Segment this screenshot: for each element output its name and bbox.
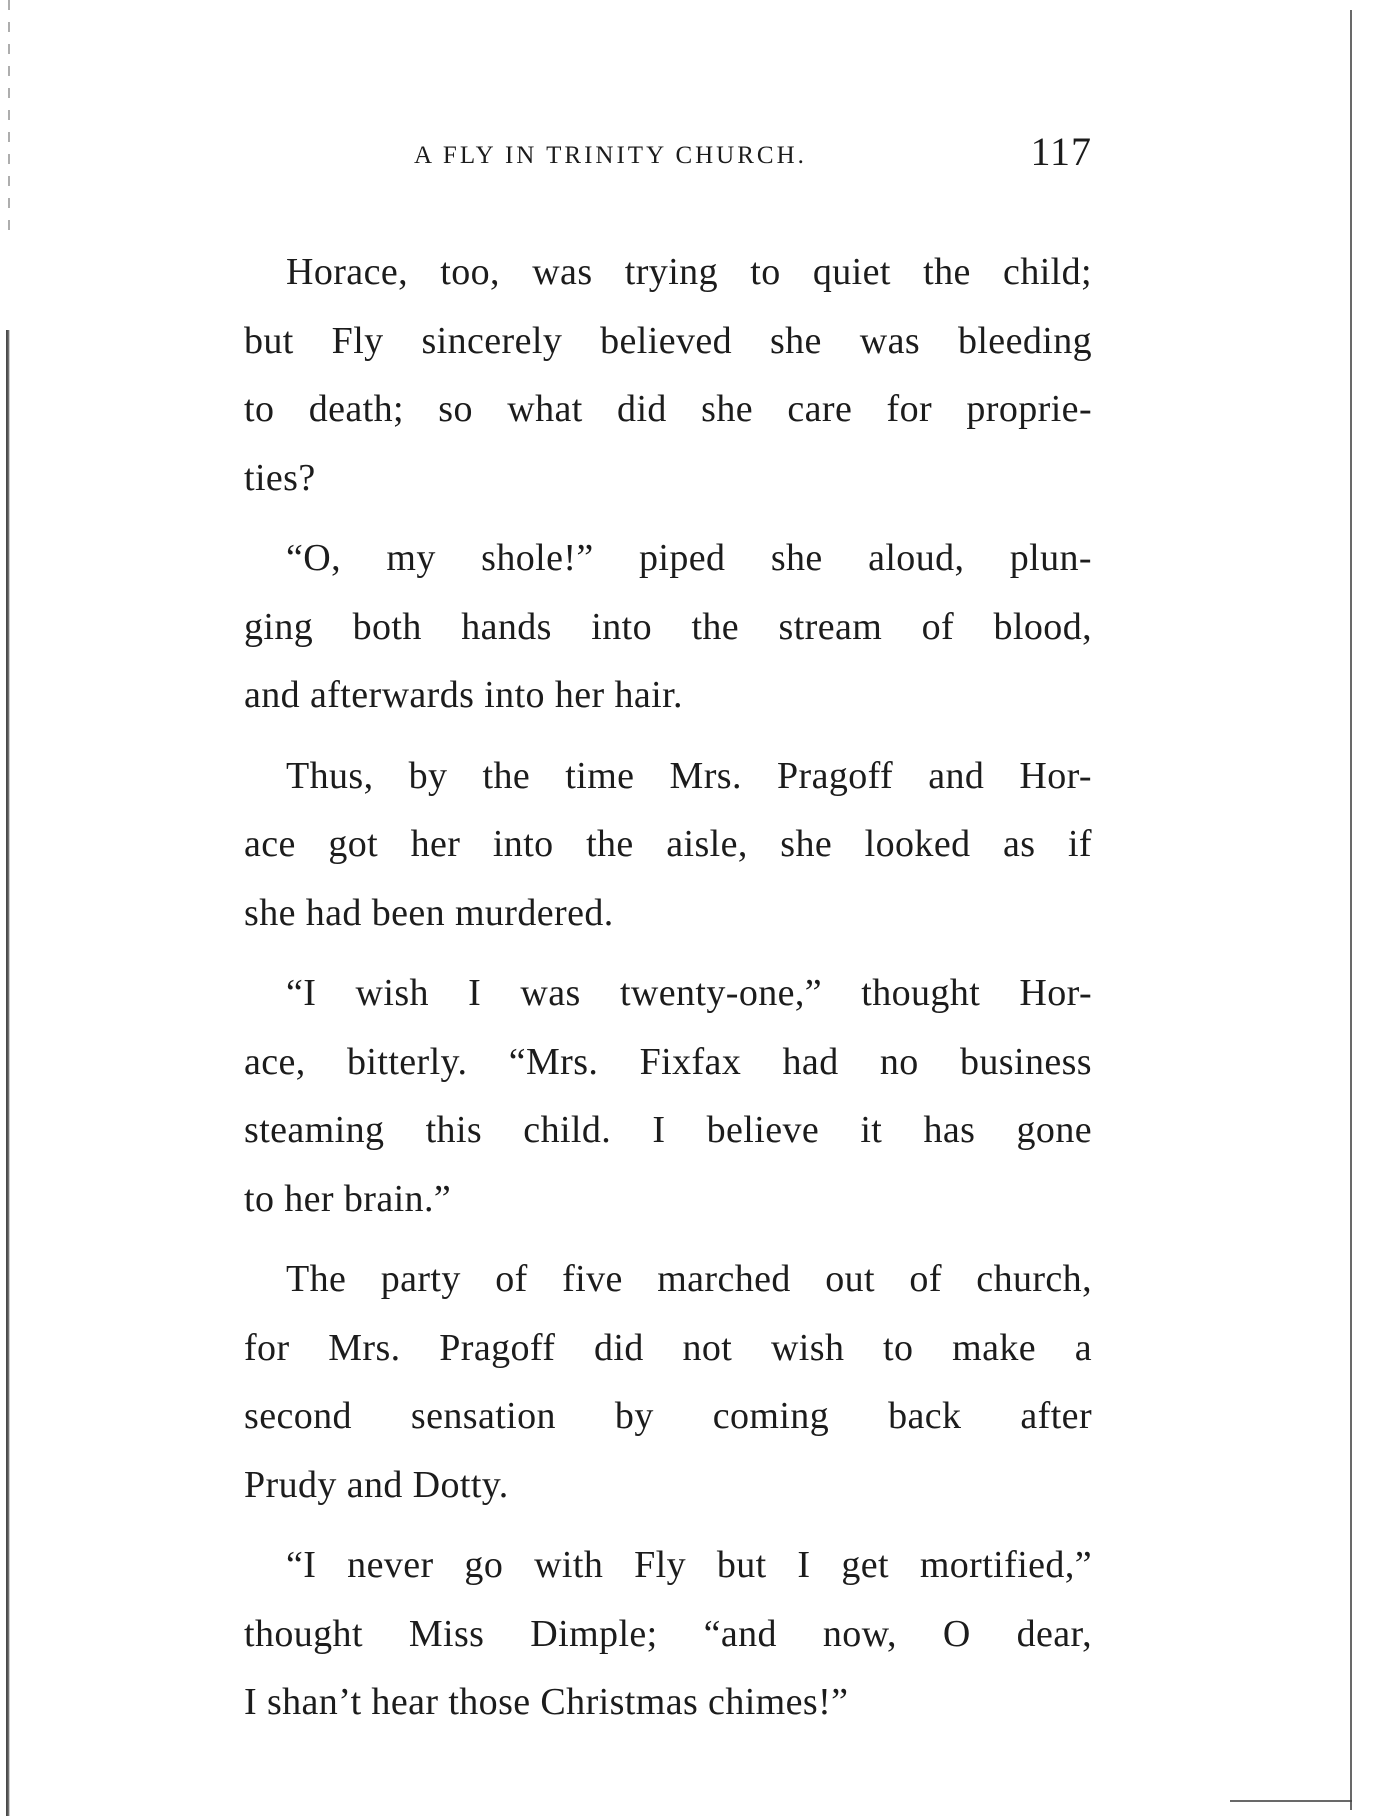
text-line: and afterwards into her hair.	[244, 674, 683, 716]
text-line: The party of five marched out of church,	[286, 1258, 1092, 1300]
body-text	[244, 238, 1092, 1749]
text-line: Thus, by the time Mrs. Pragoff and Hor-	[286, 754, 1092, 797]
paragraph	[244, 1531, 1092, 1737]
binding-edge-marks	[8, 0, 10, 240]
paragraph	[244, 524, 1092, 730]
text-line: “O, my shole!” piped she aloud, plun-	[286, 537, 1092, 579]
paragraph	[244, 238, 1092, 512]
text-line: to her brain.”	[244, 1177, 452, 1220]
text-line: I shan’t hear those Christmas chimes!”	[244, 1681, 849, 1723]
page-edge-right	[1350, 10, 1352, 1810]
running-head	[244, 128, 1092, 188]
text-line: second sensation by coming back after	[244, 1395, 1092, 1437]
binding-edge-shadow	[6, 330, 10, 1816]
paragraph	[244, 742, 1092, 948]
text-line: Horace, too, was trying to quiet the child;	[286, 251, 1092, 293]
page-edge-bottom	[1230, 1800, 1352, 1802]
text-line: ties?	[244, 456, 316, 499]
running-title: A FLY IN TRINITY CHURCH.	[414, 142, 807, 169]
paragraph	[244, 959, 1092, 1233]
page-number: 117	[1030, 129, 1092, 174]
text-line: ging both hands into the stream of blood,	[244, 605, 1092, 648]
text-line: but Fly sincerely believed she was bleeding	[244, 319, 1092, 362]
text-line: “I never go with Fly but I get mortified,”	[286, 1544, 1092, 1586]
text-line: thought Miss Dimple; “and now, O dear,	[244, 1612, 1092, 1655]
text-line: steaming this child. I believe it has gone	[244, 1109, 1092, 1151]
text-line: ace got her into the aisle, she looked as if	[244, 823, 1092, 865]
text-line: she had been murdered.	[244, 891, 614, 934]
text-line: for Mrs. Pragoff did not wish to make a	[244, 1326, 1092, 1369]
text-line: ace, bitterly. “Mrs. Fixfax had no business	[244, 1040, 1092, 1083]
text-line: Prudy and Dotty.	[244, 1463, 509, 1506]
text-line: to death; so what did she care for proprie-	[244, 388, 1092, 430]
paragraph	[244, 1245, 1092, 1519]
text-line: “I wish I was twenty-one,” thought Hor-	[286, 972, 1092, 1014]
